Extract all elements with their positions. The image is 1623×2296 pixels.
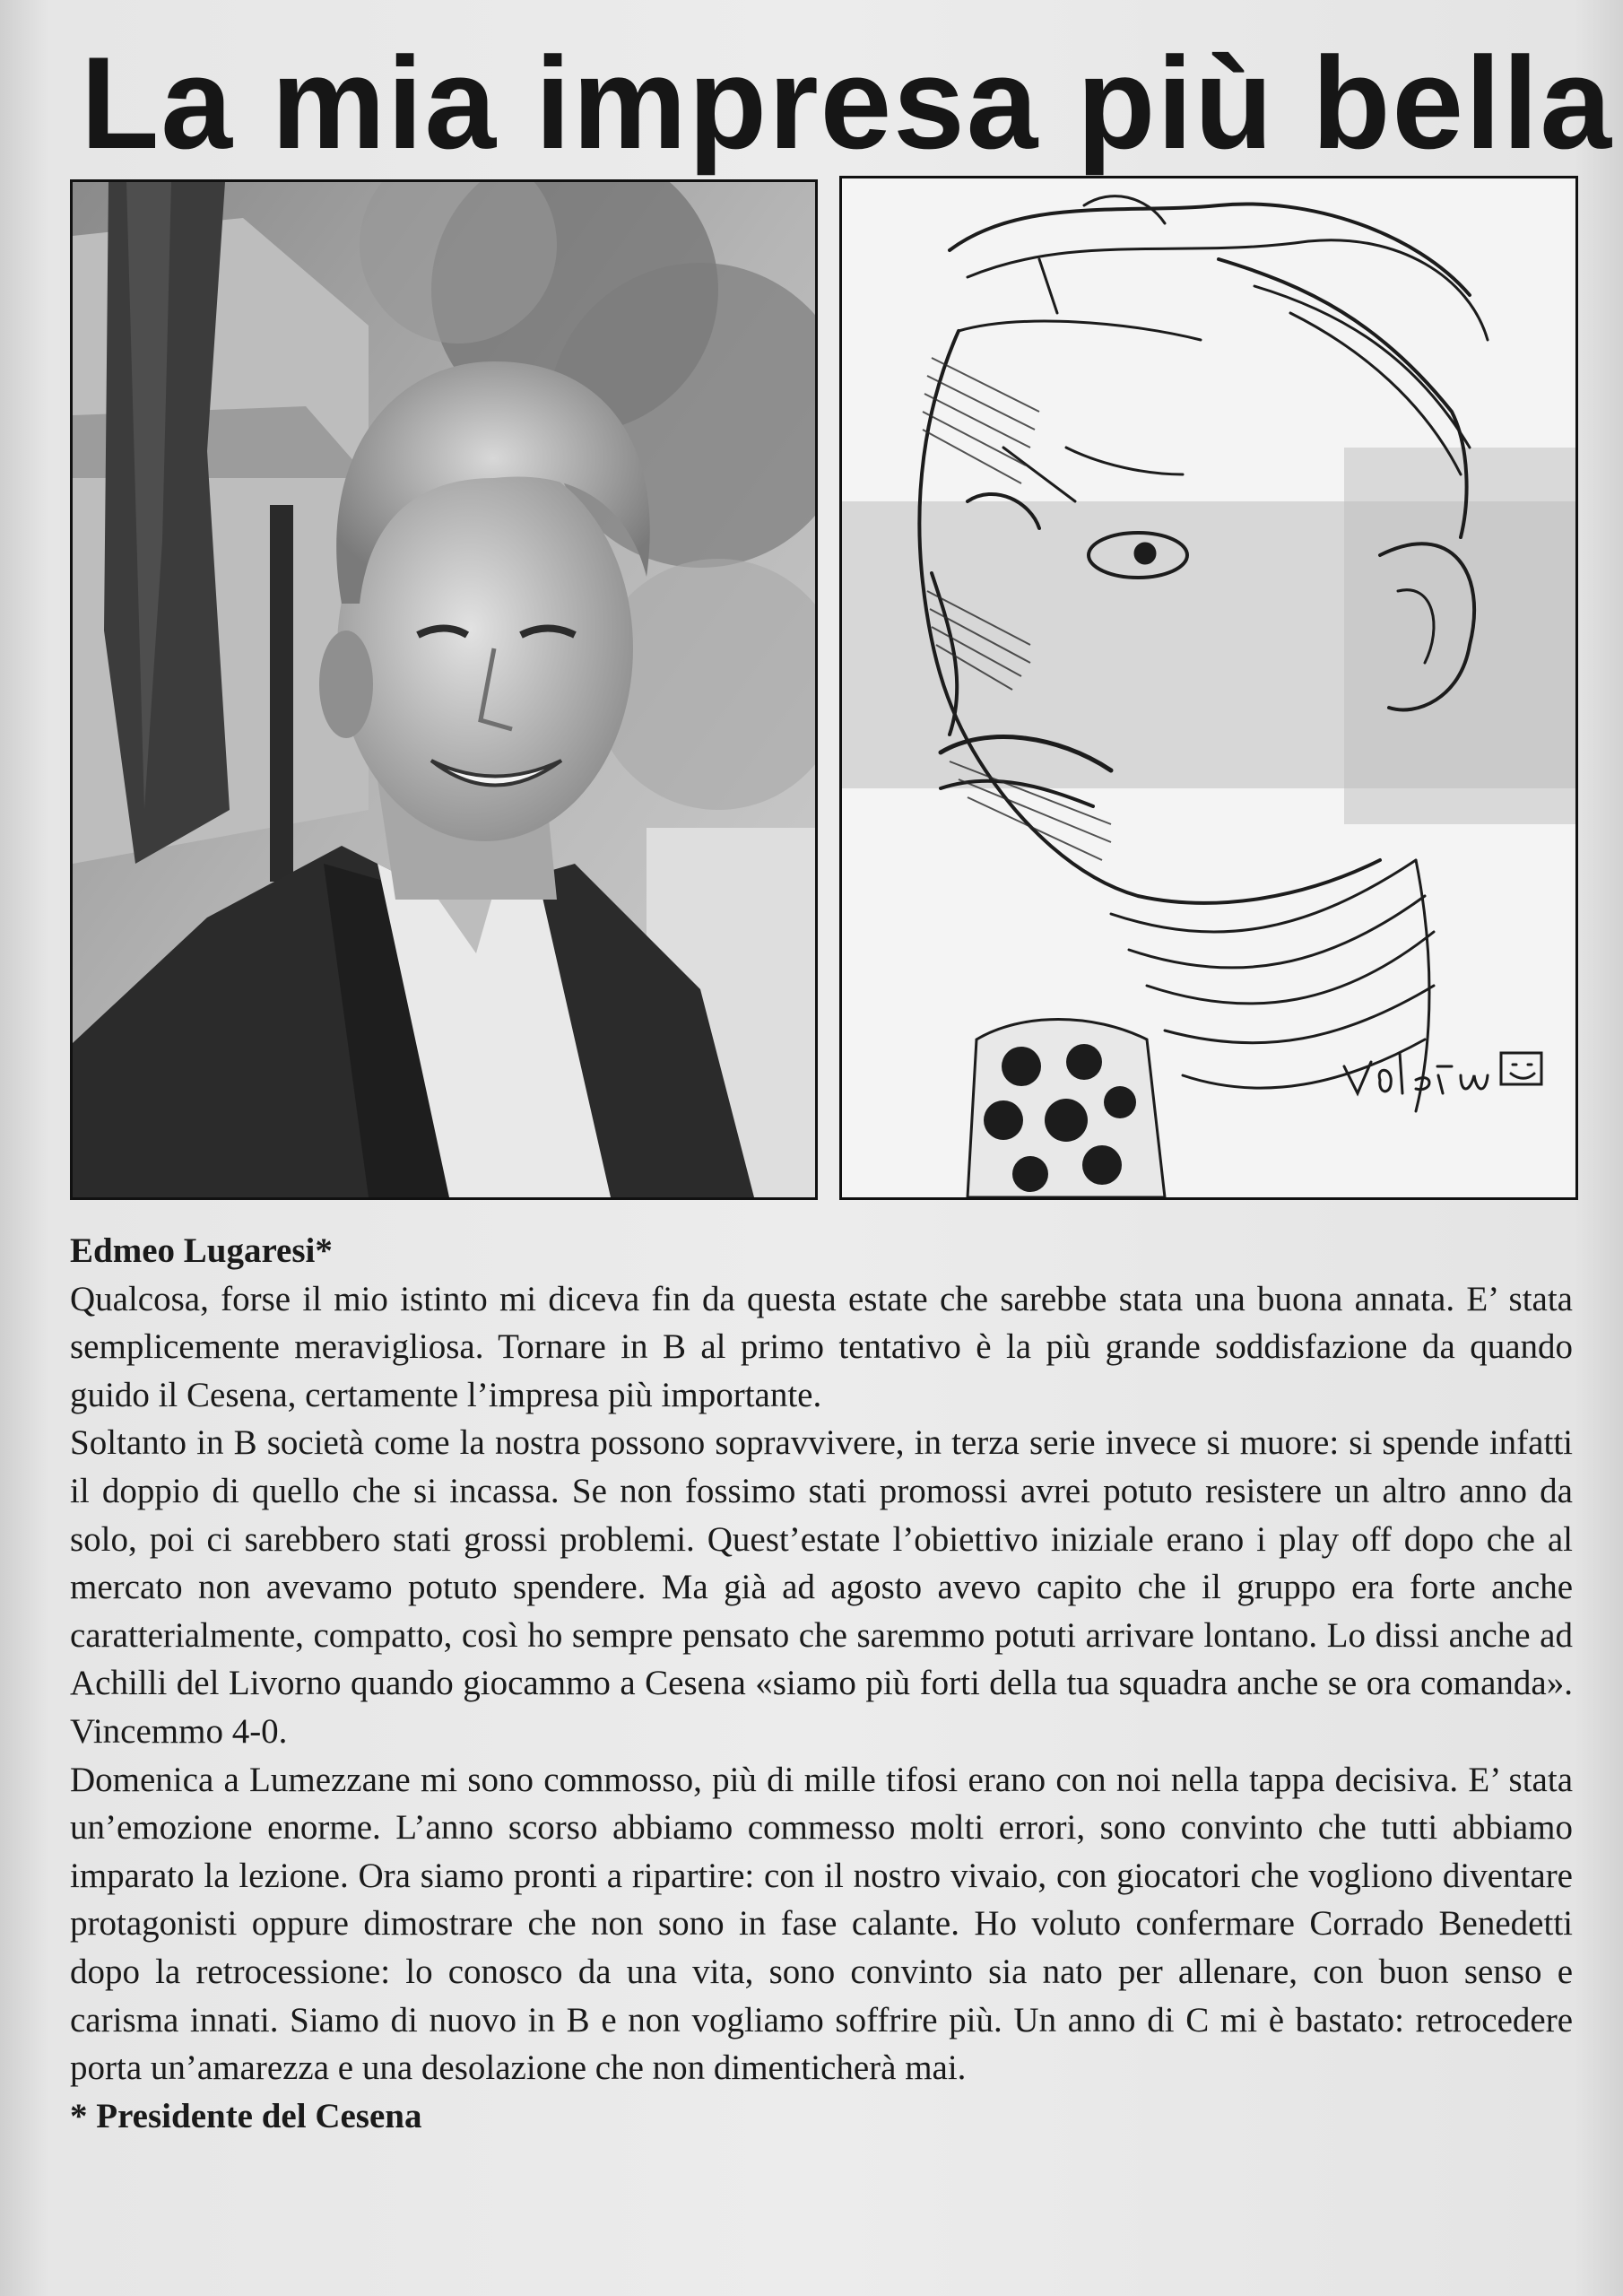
article-author: Edmeo Lugaresi* [70, 1231, 333, 1270]
portrait-photo-image [73, 182, 815, 1197]
tie-pattern [968, 1020, 1165, 1198]
caricature-drawing [839, 176, 1578, 1200]
portrait-photo [70, 179, 818, 1200]
article-paragraph: Qualcosa, forse il mio istinto mi diceva fin da questa estate che sarebbe stata una buona annata. E’ stata semplicemente meravigliosa. Tornare in B al primo tentativo è la più grande soddisfazione da quando guido il Cesena, certamente l’impresa più importante. [70, 1279, 1573, 1414]
article-paragraph: Domenica a Lumezzane mi sono commosso, più di mille tifosi erano con noi nella tappa decisiva. E’ stata un’emozione enorme. L’anno scorso abbiamo commesso molti errori, sono convinto che tutti abbiamo imparato la lezione. Ora siamo pronti a ripartire: con il nostro vivaio, con giocatori che vogliono diventare protagonisti oppure dimostrare che non sono in fase calante. Ho voluto confermare Corrado Benedetti dopo la retrocessione: lo conosco da una vita, sono convinto sia nato per allenare, con buon senso e carisma innati. Siamo di nuovo in B e non vogliamo soffrire più. Un anno di C mi è bastato: retrocedere porta un’amarezza e una desolazione che non dimenticherà mai. [70, 1760, 1573, 2088]
author-footnote: * Presidente del Cesena [70, 2096, 422, 2135]
caricature-drawing-image [842, 178, 1575, 1197]
article [70, 1227, 1573, 2140]
headline: La mia impresa più bella [81, 30, 1613, 176]
article-paragraph: Soltanto in B società come la nostra possono sopravvivere, in terza serie invece si muore: si spende infatti il doppio di quello che si incassa. Se non fossimo stati promossi avrei potuto resistere un altro anno da solo, poi ci sarebbero stati grossi problemi. Quest’estate l’obiettivo iniziale erano i play off dopo che al mercato non avevamo potuto spendere. Ma già ad agosto avevo capito che il gruppo era forte anche caratterialmente, compatto, così ho sempre pensato che saremmo potuti arrivare lontano. Lo dissi anche ad Achilli del Livorno quando giocammo a Cesena «siamo più forti della tua squadra anche se ora comanda». Vincemmo 4-0. [70, 1423, 1573, 1751]
